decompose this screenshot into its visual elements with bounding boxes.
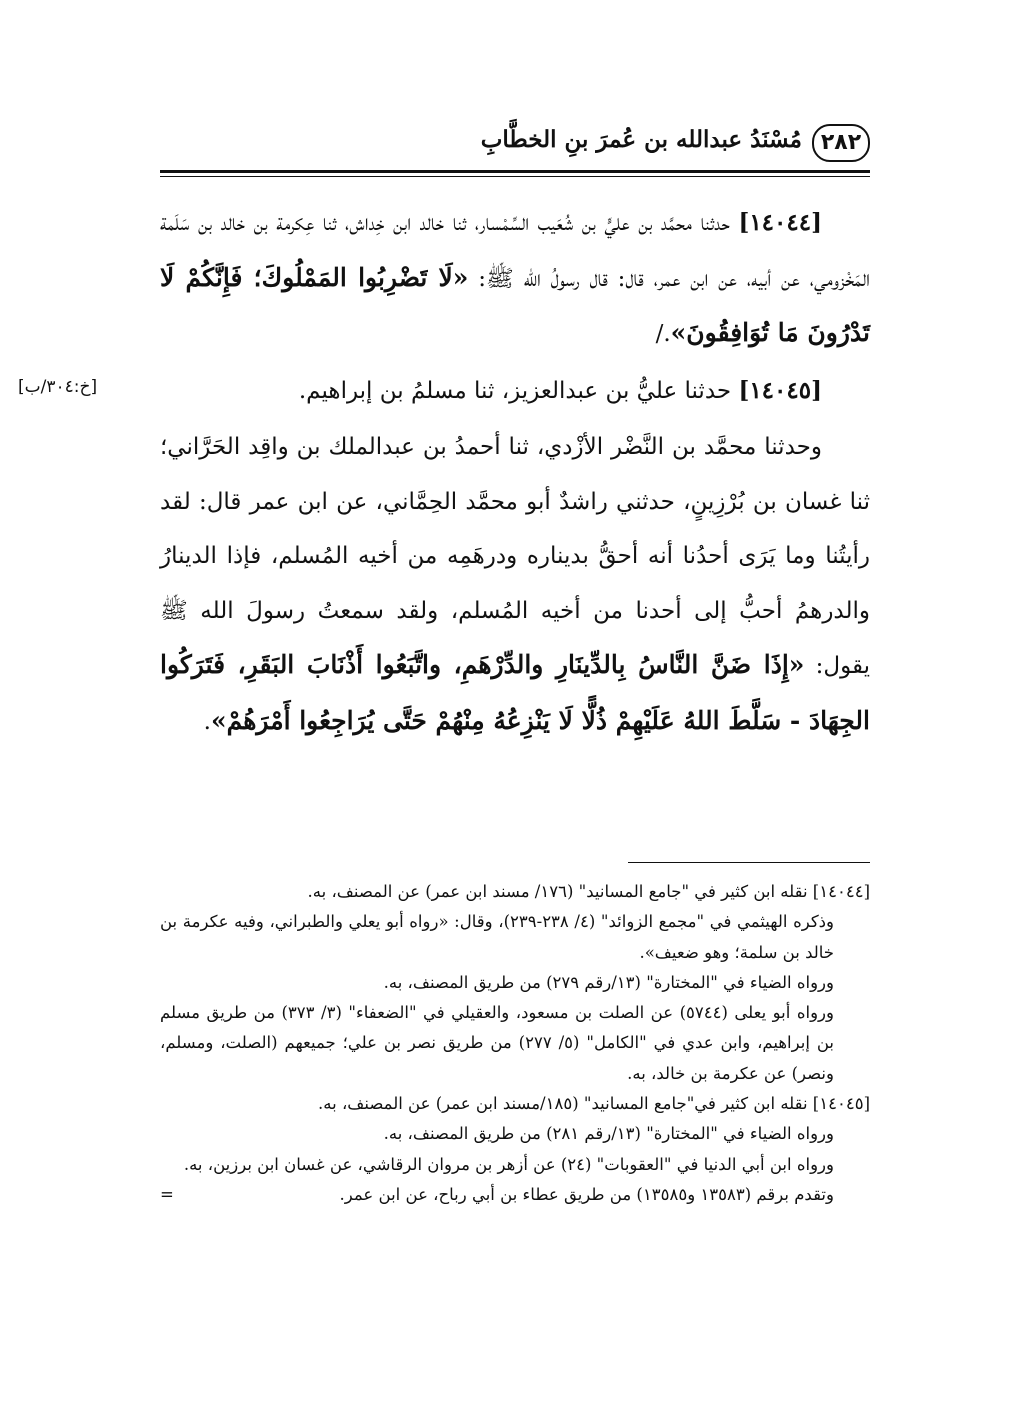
header-rule-thin xyxy=(160,176,870,177)
footnote-line: ورواه أبو يعلى (٥٧٤٤) عن الصلت بن مسعود، والعقيلي في "الضعفاء" (٣/ ٣٧٣) من طريق مسلم بن إبراهيم، وابن عدي في "الكامل" (٥/ ٢٧٧) من طريق نصر بن علي؛ جميعهم (الصلت، ومسلم، ونصر) عن عكرمة بن خالد، به. xyxy=(160,1003,834,1083)
hadith-number: [١٤٠٤٤] xyxy=(738,209,822,236)
hadith-number: [١٤٠٤٥] xyxy=(738,376,822,404)
main-text xyxy=(18,196,870,749)
continuation-mark: = xyxy=(160,1184,174,1204)
hadith-matn: «لَا تَضْرِبُوا المَمْلُوكَ؛ فَإِنَّكُمْ لَا تَدْرُونَ مَا تُوَافِقُونَ» xyxy=(160,262,870,347)
manuscript-margin-reference: [خ:٣٠٤/ب] xyxy=(18,376,98,397)
page-header xyxy=(160,118,870,166)
footnotes xyxy=(160,877,870,1210)
hadith-isnad: حدثنا عليُّ بن عبدالعزيز، ثنا مسلمُ بن إبراهيم. xyxy=(298,377,739,404)
footnote-line: ورواه الضياء في "المختارة" (١٣/رقم ٢٧٩) من طريق المصنف، به. xyxy=(383,972,834,992)
hadith-matn: «إِذَا ضَنَّ النَّاسُ بِالدِّينَارِ والدِّرْهَمِ، واتَّبَعُوا أَذْنَابَ البَقَرِ، فَتَرَكُوا الجِهَادَ - سَلَّطَ اللهُ عَلَيْهِمْ ذُلًّا لَا يَنْزِعُهُ مِنْهُمْ حَتَّى يُرَاجِعُوا أَمْرَهُمْ» xyxy=(160,650,870,735)
hadith-14045 xyxy=(160,364,870,419)
footnote-14044: [١٤٠٤٤] نقله ابن كثير في "جامع المسانيد" (١٧٦/ مسند ابن عمر) عن المصنف، به. xyxy=(307,882,870,901)
footnote-14045: [١٤٠٤٥] نقله ابن كثير في"جامع المسانيد" (١٨٥/مسند ابن عمر) عن المصنف، به. xyxy=(318,1094,870,1114)
hadith-isnad: حدثنا محمَّد بن عليٍّ بن شُعَيب السِّمْسار، ثنا خالد ابن خِداش، ثنا عِكرمة بن خالد بن سَلَمة المَخْزومي، عن أبيه، عن ابن عمر، قال: قال رسولُ الله ﷺ: xyxy=(160,210,870,292)
footnote-line-last xyxy=(160,1180,870,1210)
footnote-line: ورواه ابن أبي الدنيا في "العقوبات" (٢٤) عن أزهر بن مروان الرقاشي، عن غسان ابن برزين، به. xyxy=(183,1154,834,1174)
page-number: ٢٨٢ xyxy=(812,124,870,162)
hadith-isnad: وحدثنا محمَّد بن النَّضْر الأزْدي، ثنا أحمدُ بن عبدالملك بن واقِد الحَرَّاني؛ ثنا غسان بن بُرْزِينٍ، حدثني راشدٌ أبو محمَّد الحِمَّاني، عن ابن عمر قال: لقد رأيتُنا وما يَرَى أحدُنا أنه أحقُّ بديناره ودرهَمِه من أخيه المُسلم، فإذا الدينارُ والدرهمُ أحبُّ إلى أحدنا من أخيه المُسلم، ولقد سمعتُ رسولَ الله ﷺ يقول: xyxy=(160,434,870,679)
footnote-separator xyxy=(628,862,870,863)
running-title: مُسْنَدُ عبدالله بن عُمرَ بنِ الخطَّابِ xyxy=(480,126,802,153)
hadith-14044 xyxy=(160,196,870,362)
hadith-end: . xyxy=(203,708,211,735)
hadith-end: ./ xyxy=(655,321,671,347)
header-rule-thick xyxy=(160,170,870,173)
footnote-line: وتقدم برقم (١٣٥٨٣ و١٣٥٨٥) من طريق عطاء بن أبي رباح، عن ابن عمر. xyxy=(339,1184,834,1204)
hadith-14045-second-isnad xyxy=(160,420,870,749)
footnote-line: وذكره الهيثمي في "مجمع الزوائد" (٤/ ٢٣٨-٢٣٩)، وقال: «رواه أبو يعلي والطبراني، وفيه عكرمة بن خالد بن سلمة؛ وهو ضعيف». xyxy=(160,912,834,962)
footnote-line: ورواه الضياء في "المختارة" (١٣/رقم ٢٨١) من طريق المصنف، به. xyxy=(383,1124,834,1144)
